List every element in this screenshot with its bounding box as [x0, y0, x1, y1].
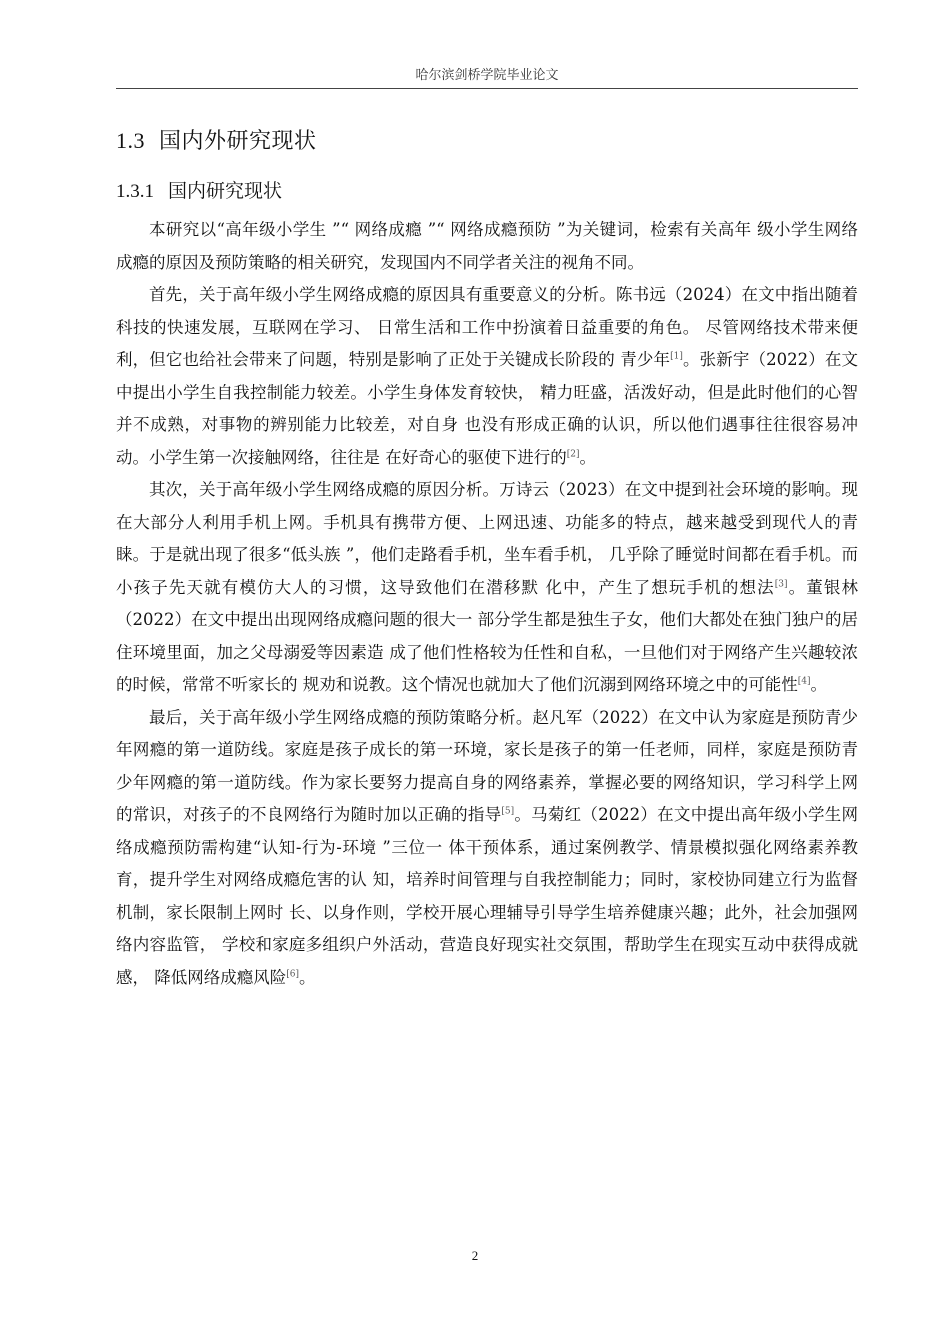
- section-title: 国内外研究现状: [159, 129, 317, 154]
- subsection-heading: [116, 176, 282, 203]
- subsection-title: 国内研究现状: [168, 180, 283, 202]
- body-paragraph: [116, 474, 858, 702]
- paragraph-text: 。: [299, 967, 316, 987]
- body-paragraph: [116, 279, 858, 474]
- page-number: 2: [471, 1248, 479, 1263]
- paragraph-text: 。董银林（2022）在文中提出出现网络成瘾问题的很大一 部分学生都是独生子女，他们大都处在独门独户的居住环境里面，加之父母溺爱等因素造 成了他们性格较为任性和自私，一旦他们对于网络产生兴趣较浓的时候，常常不听家长的 规劝和说教。这个情况也就加大了他们沉溺到网络环境之中的可能性: [116, 577, 859, 694]
- citation-marker: [1]: [670, 351, 683, 362]
- paragraph-text: 首先，关于高年级小学生网络成瘾的原因具有重要意义的分析。陈书远（2024）在文中指出随着科技的快速发展，互联网在学习、 日常生活和工作中扮演着日益重要的角色。 尽管网络技术带来便利，但它也给社会带来了问题，特别是影响了正处于关键成长阶段的 青少年: [116, 285, 858, 369]
- paragraph-text: 。马菊红（2022）在文中提出高年级小学生网络成瘾预防需构建“认知-行为-环境 ”三位一 体干预体系，通过案例教学、情景模拟强化网络素养教育，提升学生对网络成瘾危害的认 知，培养时间管理与自我控制能力；同时，家校协同建立行为监督机制，家长限制上网时 长、以身作则，学校开展心理辅导引导学生培养健康兴趣；此外，社会加强网络内容监管， 学校和家庭多组织户外活动，营造良好现实社交氛围，帮助学生在现实互动中获得成就感， 降低网络成瘾风险: [116, 805, 858, 987]
- paragraph-text: 。张新宇（2022）在文中提出小学生自我控制能力较差。小学生身体发育较快， 精力旺盛，活泼好动，但是此时他们的心智并不成熟，对事物的辨别能力比较差，对自身 也没有形成正确的认识，所以他们遇事往往很容易冲动。小学生第一次接触网络，往往是 在好奇心的驱使下进行的: [116, 350, 858, 467]
- header-divider: [116, 88, 858, 89]
- paragraph-text: 。: [579, 447, 596, 467]
- paragraph-text: 其次，关于高年级小学生网络成瘾的原因分析。万诗云（2023）在文中提到社会环境的影响。现在大部分人利用手机上网。手机具有携带方便、上网迅速、功能多的特点，越来越受到现代人的青睐。于是就出现了很多“低头族 ”，他们走路看手机，坐车看手机， 几乎除了睡觉时间都在看手机。而小孩子先天就有模仿大人的习惯，这导致他们在潜移默 化中，产生了想玩手机的想法: [116, 480, 858, 597]
- citation-marker: [6]: [286, 969, 299, 979]
- section-number: 1.3: [116, 128, 145, 153]
- citation-marker: [4]: [797, 676, 811, 687]
- citation-marker: [3]: [774, 579, 788, 589]
- subsection-number: 1.3.1: [116, 181, 154, 202]
- running-header: 哈尔滨剑桥学院毕业论文: [415, 68, 559, 83]
- paragraph-text: 。: [810, 675, 827, 694]
- body-paragraph: [116, 214, 858, 279]
- citation-marker: [2]: [566, 449, 580, 459]
- paragraph-text: 本研究以“高年级小学生 ”“ 网络成瘾 ”“ 网络成瘾预防 ”为关键词，检索有关高年 级小学生网络成瘾的原因及预防策略的相关研究，发现国内不同学者关注的视角不同。: [116, 220, 858, 272]
- section-heading: [116, 124, 317, 155]
- body-paragraph: [116, 702, 858, 995]
- citation-marker: [5]: [501, 806, 515, 817]
- paragraph-text: 最后，关于高年级小学生网络成瘾的预防策略分析。赵凡军（2022）在文中认为家庭是预防青少年网瘾的第一道防线。家庭是孩子成长的第一环境，家长是孩子的第一任老师，同样，家庭是预防青少年网瘾的第一道防线。作为家长要努力提高自身的网络素养，掌握必要的网络知识，学习科学上网的常识，对孩子的不良网络行为随时加以正确的指导: [116, 707, 858, 824]
- body-text: [116, 214, 858, 994]
